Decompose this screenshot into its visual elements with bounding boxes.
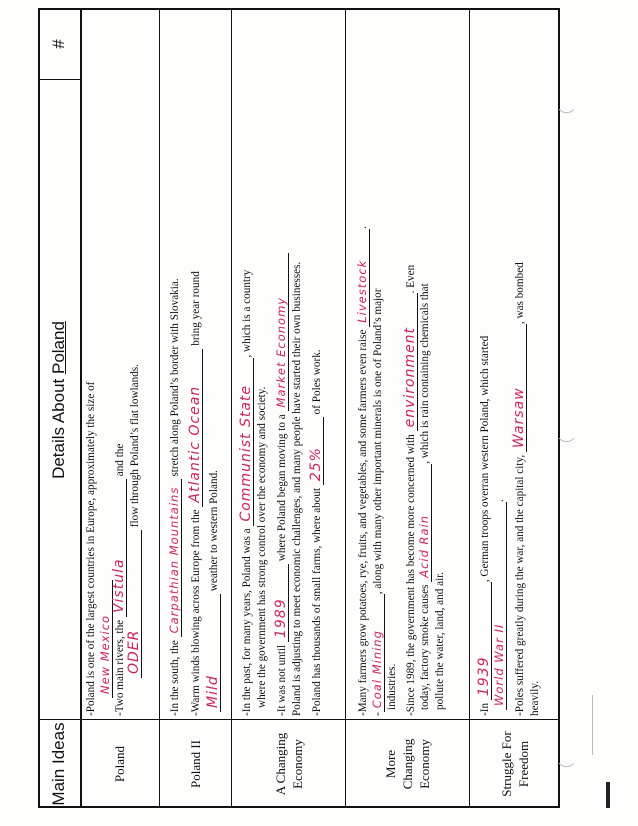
table-row bbox=[160, 8, 232, 808]
detail-line: -Coal Mining, along with many other important minerals is one of Poland’s major bbox=[369, 288, 384, 716]
handwritten-answer: Market Economy bbox=[275, 253, 289, 411]
number-heading: # bbox=[49, 39, 68, 49]
handwritten-answer: Communist State bbox=[240, 358, 254, 526]
handwritten-answer: World War II bbox=[493, 502, 507, 710]
handwritten-answer: Coal Mining bbox=[371, 594, 385, 712]
detail-line: World War II. bbox=[493, 84, 508, 710]
detail-line: -Poles suffered greatly during the war, and the capital city, Warsaw, was bombed bbox=[511, 262, 527, 716]
detail-line: industries. bbox=[386, 663, 398, 710]
table-row bbox=[232, 8, 346, 808]
handwritten-answer: Carpathian Mountains bbox=[168, 479, 182, 637]
detail-line: today, factory smoke causes Acid Rain, which is rain containing chemicals that bbox=[417, 283, 431, 710]
detail-line: ODER flow through Poland’s flat lowlands. bbox=[128, 84, 143, 678]
main-ideas-heading: Main Ideas bbox=[49, 722, 68, 806]
handwritten-answer: 25% bbox=[310, 417, 324, 485]
notes-table bbox=[38, 8, 560, 808]
detail-line: -Poland is one of the largest countries in Europe, approximately the size of bbox=[85, 381, 97, 716]
detail-line: -Two main rivers, the Vistula and the bbox=[111, 443, 127, 716]
hole-punch-mark bbox=[559, 756, 575, 772]
table-row bbox=[470, 8, 560, 808]
detail-line: Mild weather to western Poland. bbox=[207, 84, 222, 712]
main-idea-cell: More Changing Economy bbox=[383, 738, 432, 790]
scan-edge-mark bbox=[606, 782, 610, 808]
detail-line: where the government has strong control over the economy and society. bbox=[255, 386, 268, 708]
hole-punch-mark bbox=[559, 102, 575, 118]
detail-line: -Warm winds blowing across Europe from the Atlantic Ocean bring year round bbox=[186, 271, 203, 716]
details-cell bbox=[168, 84, 222, 716]
main-idea-cell: Poland II bbox=[188, 739, 203, 789]
handwritten-answer: Mild bbox=[207, 594, 221, 712]
detail-line: -It was not until 1989 where Poland began moving to a Market Economy bbox=[275, 84, 290, 716]
details-cell bbox=[240, 84, 325, 716]
handwritten-answer: New Mexico bbox=[99, 580, 113, 698]
handwritten-answer: 1989 bbox=[275, 564, 289, 642]
detail-line: -Poland has thousands of small farms, where about 25% of Poles work. bbox=[308, 349, 324, 716]
main-idea-cell: A Changing Economy bbox=[272, 732, 305, 796]
table-row bbox=[80, 8, 160, 808]
detail-line: -In the past, for many years, Poland was a Communist State, which is a country bbox=[238, 269, 254, 716]
detail-line: -In 1939, German troops overran western Poland, which started bbox=[476, 335, 492, 716]
detail-line: pollute the water, land, and air. bbox=[433, 571, 446, 710]
table-header bbox=[38, 8, 82, 808]
hole-punch-mark bbox=[559, 431, 575, 447]
handwritten-answer: Atlantic Ocean bbox=[189, 349, 203, 507]
detail-line: -Since 1989, the government has become more concerned with environment. Even bbox=[401, 264, 418, 716]
scan-edge-line bbox=[592, 695, 593, 755]
handwritten-answer: Livestock bbox=[356, 229, 370, 327]
handwritten-answer: ODER bbox=[128, 530, 142, 678]
detail-line: -Many farmers grow potatoes, rye, fruits, and vegetables, and some farmers even raise Livestock. bbox=[355, 225, 369, 716]
handwritten-answer: Vistula bbox=[113, 479, 127, 617]
handwritten-answer: Warsaw bbox=[513, 324, 527, 452]
handwritten-answer: Acid Rain bbox=[418, 464, 432, 582]
handwritten-answer: 1939 bbox=[478, 582, 492, 700]
handwritten-answer: environment bbox=[404, 293, 418, 431]
detail-line: -In the south, the Carpathian Mountains stretch along Poland’s border with Slovakia. bbox=[167, 278, 181, 716]
details-cell bbox=[84, 84, 142, 716]
details-cell bbox=[356, 84, 447, 716]
detail-line: heavily. bbox=[528, 681, 541, 716]
main-idea-cell: Struggle For Freedom bbox=[499, 731, 531, 797]
details-heading: Details About Poland bbox=[49, 321, 68, 479]
table-row bbox=[346, 8, 470, 808]
detail-line: Poland is adjusting to meet economic challenges, and many people have started their own businesses. bbox=[290, 261, 303, 716]
main-idea-cell: Poland bbox=[112, 745, 127, 783]
details-cell bbox=[478, 84, 542, 716]
